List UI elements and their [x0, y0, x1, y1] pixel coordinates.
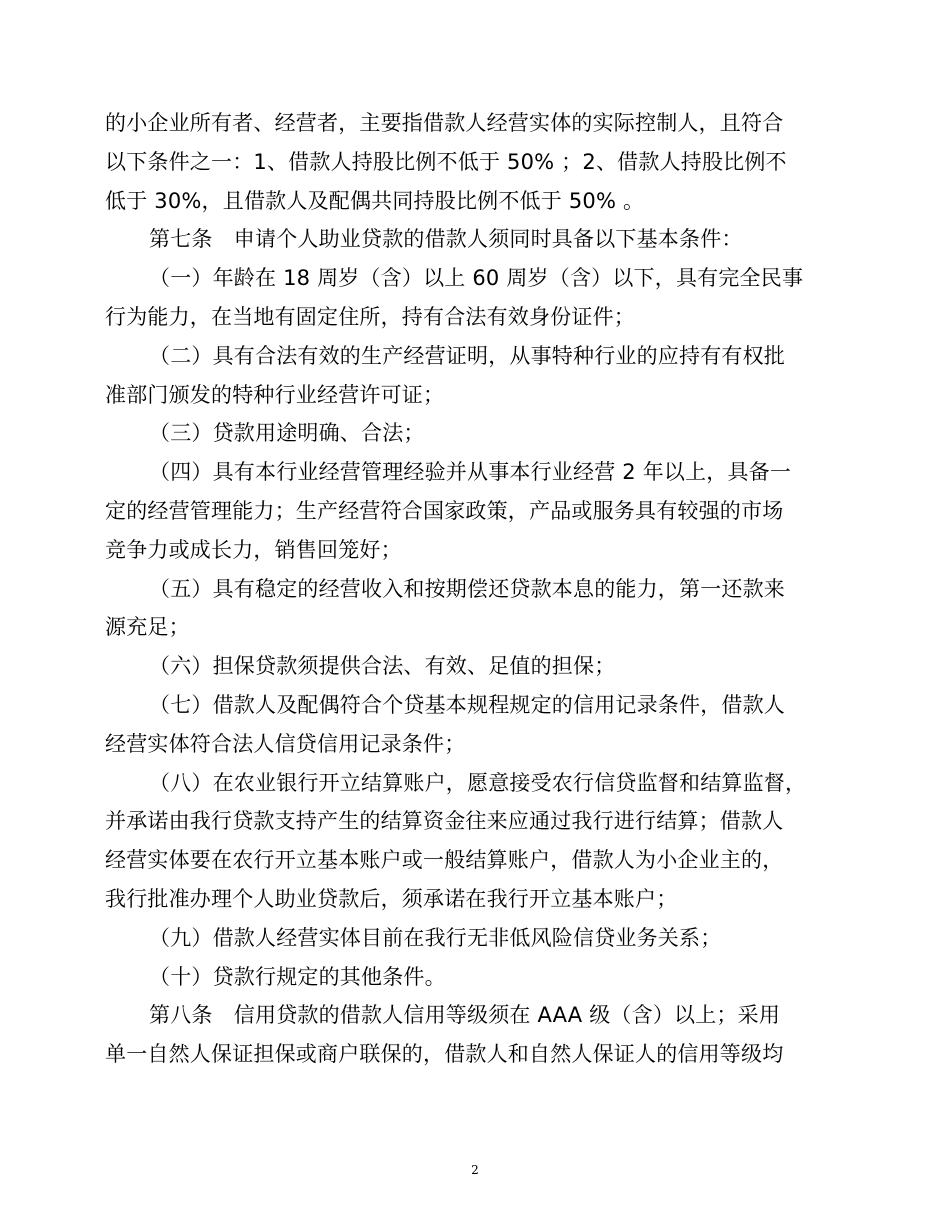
text-line: （四）具有本行业经营管理经验并从事本行业经营 2 年以上，具备一 [149, 460, 792, 485]
text-line: （十）贷款行规定的其他条件。 [149, 964, 446, 989]
text-line: （二）具有合法有效的生产经营证明，从事特种行业的应持有有权批 [149, 343, 785, 368]
text-line: （九）借款人经营实体目前在我行无非低风险信贷业务关系； [149, 925, 722, 950]
text-line: 单一自然人保证担保或商户联保的，借款人和自然人保证人的信用等级均 [105, 1042, 784, 1067]
text-line: 的小企业所有者、经营者，主要指借款人经营实体的实际控制人，且符合 [105, 111, 784, 135]
text-line: 竞争力或成长力，销售回笼好； [105, 537, 402, 562]
text-line: （八）在农业银行开立结算账户，愿意接受农行信贷监督和结算监督， [149, 770, 807, 795]
text-line: 经营实体符合法人信贷信用记录条件； [105, 731, 466, 756]
text-line: （三）贷款用途明确、合法； [149, 421, 425, 446]
text-line: （六）担保贷款须提供合法、有效、足值的担保； [149, 654, 616, 679]
text-line: （一）年龄在 18 周岁（含）以上 60 周岁（含）以下，具有完全民事 [149, 266, 804, 291]
text-line: 经营实体要在农行开立基本账户或一般结算账户，借款人为小企业主的， [105, 848, 784, 873]
text-line: 源充足； [105, 615, 190, 640]
text-line: 行为能力，在当地有固定住所，持有合法有效身份证件； [105, 304, 635, 329]
text-line: 定的经营管理能力；生产经营符合国家政策，产品或服务具有较强的市场 [105, 498, 784, 523]
text-line: 并承诺由我行贷款支持产生的结算资金往来应通过我行进行结算；借款人 [105, 809, 784, 834]
text-line: （七）借款人及配偶符合个贷基本规程规定的信用记录条件，借款人 [149, 692, 785, 717]
text-line: 准部门颁发的特种行业经营许可证； [105, 382, 445, 407]
text-line: 低于 30%，且借款人及配偶共同持股比例不低于 50% 。 [105, 188, 645, 213]
page-number: 2 [471, 1163, 479, 1177]
text-line: （五）具有稳定的经营收入和按期偿还贷款本息的能力，第一还款来 [149, 576, 785, 601]
text-line: 我行批准办理个人助业贷款后，须承诺在我行开立基本账户； [105, 886, 678, 911]
document-body [105, 104, 847, 1074]
text-line: 第七条 申请个人助业贷款的借款人须同时具备以下基本条件： [149, 227, 743, 252]
text-line: 以下条件之一：1、借款人持股比例不低于 50% ；2、借款人持股比例不 [105, 149, 787, 174]
text-line: 第八条 信用贷款的借款人信用等级须在 AAA 级（含）以上；采用 [149, 1003, 781, 1028]
